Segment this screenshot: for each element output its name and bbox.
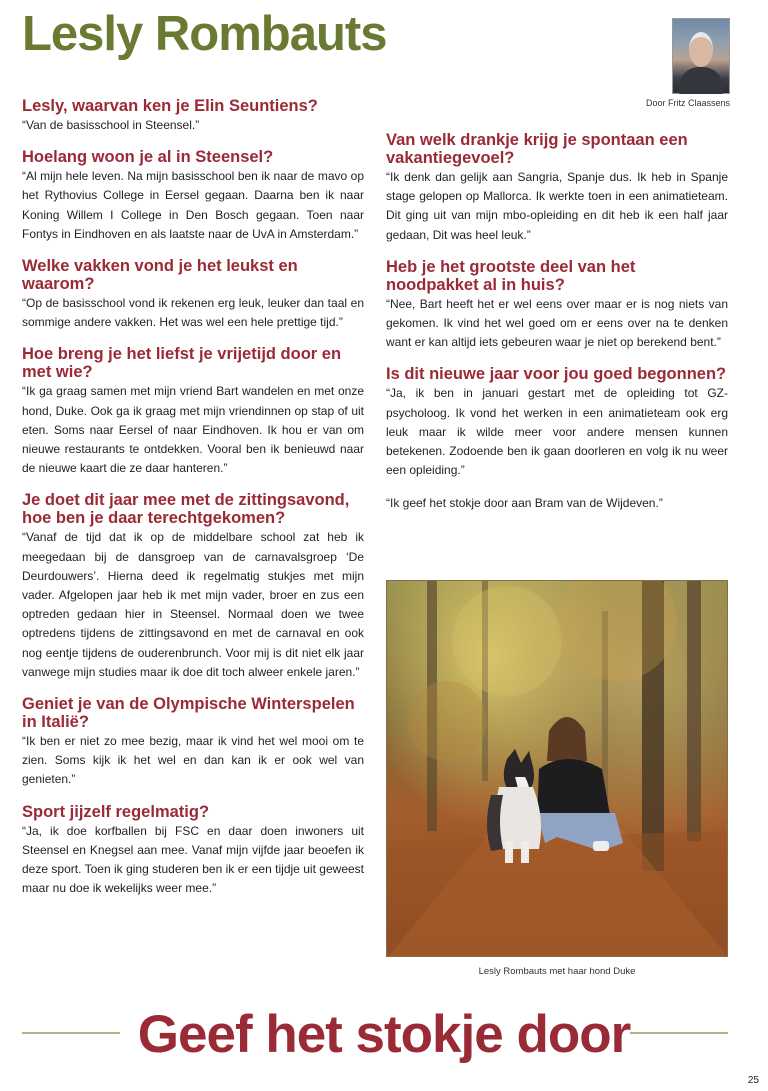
answer: “Ik ga graag samen met mijn vriend Bart wandelen en met onze hond, Duke. Ook ga ik graag met mijn vriendinnen op stap of uit eten. Soms naar Eersel of naar Eindhoven. Ik hou er van om nieuwe restaurants te ontdekken. Vooral ben ik benieuwd naar de nieuwe kaart die ze daar hanteren.” (22, 384, 364, 476)
question: Sport jijzelf regelmatig? (22, 802, 210, 821)
closing-quote: “Ik geef het stokje door aan Bram van de Wijdeven.” (386, 496, 663, 511)
answer: “Van de basisschool in Steensel.” (22, 118, 200, 132)
answer: “Nee, Bart heeft het er wel eens over maar er is nog niets van gekomen. Ik vind het wel goed om er eens over na te denken want er kan altijd iets gebeuren waar je niet op berekend bent.” (386, 296, 728, 350)
question: Is dit nieuwe jaar voor jou goed begonnen? (386, 365, 727, 384)
qa-item (386, 131, 728, 245)
forest-photo-with-dog (386, 580, 728, 957)
page-title: Lesly Rombauts (22, 7, 387, 61)
qa-item (22, 491, 364, 682)
qa-item (386, 258, 728, 353)
question: Je doet dit jaar mee met de zittingsavond, hoe ben je daar terechtgekomen? (22, 491, 350, 528)
question: Lesly, waarvan ken je Elin Seuntiens? (22, 97, 318, 115)
photo-caption: Lesly Rombauts met haar hond Duke (478, 966, 636, 977)
answer: “Al mijn hele leven. Na mijn basisschool ben ik naar de mavo op het Rythovius College in Eersel gegaan. Daarna ben ik naar Koning Willem I College in Den Bosch gegaan. Toen naar Fontys in Eindhoven en als laatste naar de UvA in Amsterdam.” (22, 169, 364, 241)
qa-item (22, 695, 364, 790)
question: Hoe breng je het liefst je vrijetijd door en met wie? (22, 345, 342, 382)
question: Heb je het grootste deel van het noodpakket al in huis? (386, 257, 636, 294)
answer: “Ja, ik doe korfballen bij FSC en daar doen inwoners uit Steensel en Knegsel aan mee. Vanaf mijn vijfde jaar beoefen ik deze sport. Toen ik ging studeren ben ik er een tijdje uit geweest maar nu doe ik wekelijks weer mee.” (22, 823, 364, 896)
author-portrait-image (672, 18, 730, 94)
answer: “Ik ben er niet zo mee bezig, maar ik vind het wel mooi om te zien. Soms kijk ik het wel en dan kan ik er ook wel van genieten.” (22, 734, 364, 787)
qa-item (22, 148, 364, 244)
section-banner: Geef het stokje door (137, 1005, 631, 1064)
left-column (22, 97, 364, 911)
qa-item (22, 257, 364, 332)
qa-item (386, 365, 728, 480)
answer: “Ik denk dan gelijk aan Sangria, Spanje dus. Ik heb in Spanje stage gelopen op Mallorca. Ik werkte toen in een animatieteam. Dit ging uit van mijn mbo-opleiding en dit heb ik een half jaar gedaan, Dit was heel leuk.” (386, 170, 728, 242)
qa-item (22, 97, 364, 135)
right-column (386, 131, 728, 513)
question: Welke vakken vond je het leukst en waarom? (22, 257, 298, 294)
question: Van welk drankje krijg je spontaan een vakantiegevoel? (386, 131, 688, 167)
answer: “Ja, ik ben in januari gestart met de opleiding tot GZ-psycholoog. Ik vond het werken in een animatieteam ook erg leuk maar ik wilde meer voor andere mensen kunnen betekenen. Zodoende ben ik gaan doorleren en volg ik nu weer een opleiding.” (386, 386, 728, 478)
qa-item (22, 803, 364, 899)
question: Hoelang woon je al in Steensel? (22, 148, 274, 167)
author-credit: Door Fritz Claassens (645, 98, 730, 108)
answer: “Vanaf de tijd dat ik op de middelbare school zat heb ik meegedaan bij de dansgroep van de carnavalsgroep ‘De Deurdouwers’. Hierna deed ik regelmatig stukjes met mijn vader. Afgelopen jaar heb ik met mijn vader, broer en zus een optreden gedaan hier in Steensel. Normaal doen we twee optredens tijdens de zittingsavond en met de carnaval en ook nog eentje tijdens de ouderenbrunch. Voor mij is dit niet elk jaar vanwege mijn studies maar ik doe dit toch alweer enkele jaren.” (22, 530, 364, 679)
qa-item (22, 345, 364, 478)
answer: “Op de basisschool vond ik rekenen erg leuk, leuker dan taal en sommige andere vakken. Het was wel een hele prettige tijd.” (22, 296, 364, 330)
page-number: 25 (747, 1075, 759, 1086)
question: Geniet je van de Olympische Winterspelen in Italië? (22, 695, 355, 732)
